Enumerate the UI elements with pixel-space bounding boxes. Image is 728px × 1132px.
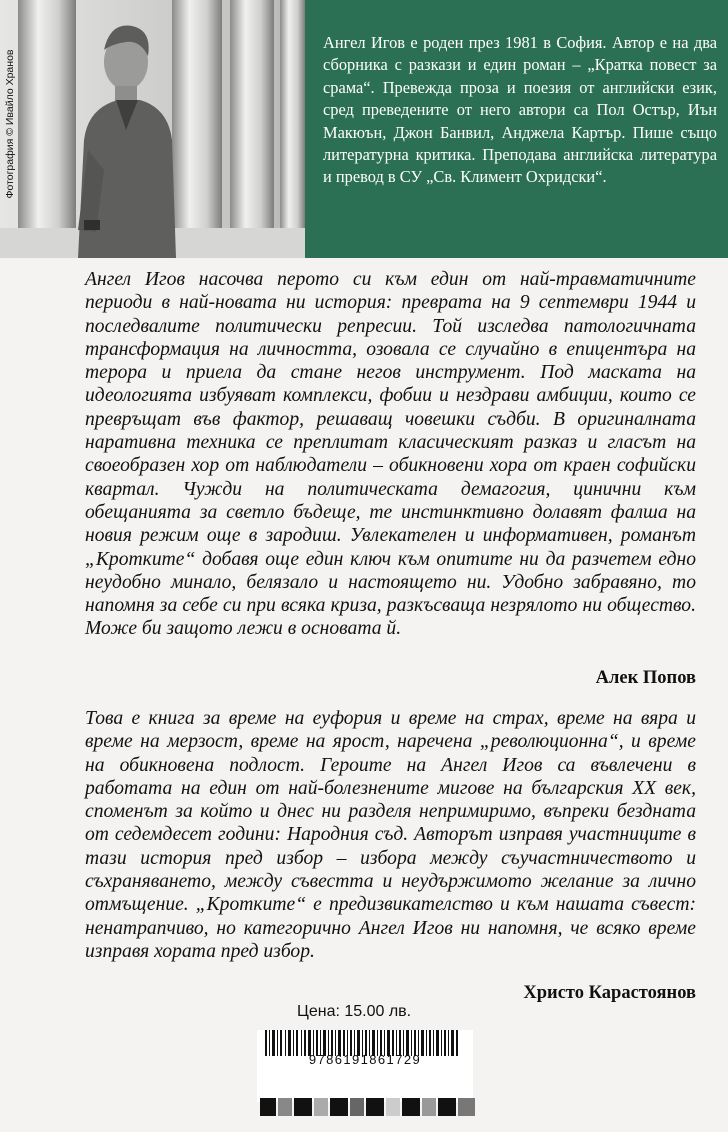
author-photo xyxy=(0,0,305,258)
isbn-digits: 9786191861729 xyxy=(308,1052,422,1067)
photo-credit: Фотография © Ивайло Хранов xyxy=(4,49,16,199)
review-author-1: Алек Попов xyxy=(595,668,696,688)
review-author-2: Христо Карастоянов xyxy=(523,983,696,1003)
author-bio-panel xyxy=(305,0,728,258)
author-photo-illustration xyxy=(0,0,305,258)
review-text-1: Ангел Игов насочва перото си към един от най-травматичните периоди в най-новата ни история: преврата на 9 септември 1944 и последвалите политически репресии. Той изследва патологичната трансформация на личността, озовала се случайно в епицентъра на терора и приела да стане негов инструмент. Под маската на идеологията избуяват комплекси, фобии и нездрави амбиции, които се превръщат във фактор, решаващ човешки съдби. В оригиналната наративна техника се преплитат класическият разказ и гласът на своеобразен хор от наблюдатели – обикновени хора от краен софийски квартал. Чужди на политическата демагогия, цинични към обещанията за светло бъдеще, те инстинктивно долавят фалша на новия режим още в зародиш. Увлекателен и информативен, романът „Кротките“ добавя още един ключ към опитите ни да разчетем едно неудобно минало, белязало и настоящето ни. Удобно забравяно, то напомня за себе си при всяка криза, разкъсваща незрялото ни общество. Може би защото лежи в основата й. xyxy=(85,269,696,640)
author-bio-text: Ангел Игов е роден през 1981 в София. Автор е на два сборника с разкази и един роман – „Кратка повест за срама“. Превежда проза и поезия от английски език, сред преведените от него автори са Пол Остър, Иън Макюън, Джон Банвил, Анджела Картър. Пише също литературна критика. Преподава английска литература и превод в СУ „Св. Климент Охридски“. xyxy=(323,33,717,187)
redaction-strip xyxy=(260,1098,475,1116)
review-text-2: Това е книга за време на еуфория и време на страх, време на вяра и време на мерзост, време на ярост, наречена „революционна“, и време на обикновена подлост. Героите на Ангел Игов са въвлечени в работата на един от най-болезнените мигове на българския XX век, споменът за който и днес ни разделя непримиримо, въпреки бездната от седемдесет години: Народния съд. Авторът изправя участниците в тази история пред избор – избора между съучастничеството и съхраняването, между съвестта и неудържимото желание за лично отмъщение. „Кротките“ е предизвикателство и към нашата съвест: ненатрапчиво, но категорично Ангел Игов ни напомня, че всяко време изправя хората пред избор. xyxy=(85,708,696,962)
price-label: Цена: 15.00 лв. xyxy=(297,1003,412,1020)
redaction-blocks xyxy=(260,1098,475,1116)
